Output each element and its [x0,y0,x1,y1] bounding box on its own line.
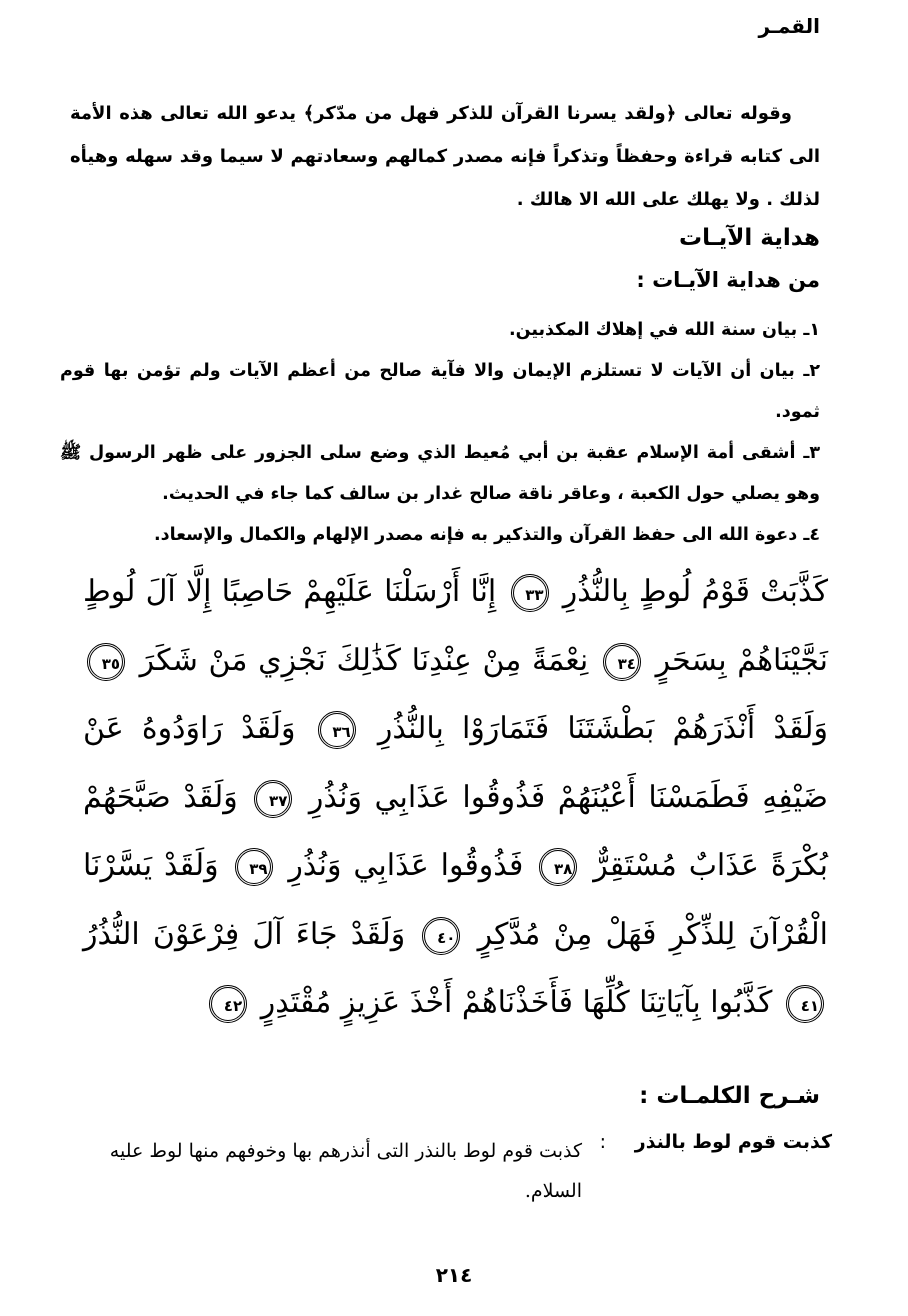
verse-text: كَذَّبُوا بِآيَاتِنَا كُلِّهَا فَأَخَذْنَاهُمْ أَخْذَ عَزِيزٍ مُقْتَدِرٍ [260,985,773,1020]
verse-text: وَلَقَدْ أَنْذَرَهُمْ بَطْشَتَنَا فَتَمَارَوْا بِالنُّذُرِ [377,711,828,746]
guidance-item: ١ـ بيان سنة الله في إهلاك المكذبين. [508,320,820,340]
ayah-number-marker: ٣٨ [539,848,577,886]
guidance-item: ٣ـ أشقى أمة الإسلام عقبة بن أبي مُعيط الذي وضع سلى الجزور على ظهر الرسول ﷺ وهو يصلي حول الكعبة ، وعاقر ناقة صالح غدار بن سالف كما جاء في الحديث. [60,443,820,504]
verse-text: فَذُوقُوا عَذَابِي وَنُذُرِ [288,848,524,883]
commentary-paragraph: وقوله تعالى ﴿ولقد يسرنا القرآن للذكر فهل من مدّكر﴾ يدعو الله تعالى هذه الأمة الى كتابه قراءة وحفظاً وتذكراً فإنه مصدر كمالهم وسعادتهم لا سيما وقد سهله وهيأه لذلك . ولا يهلك على الله الا هالك . [70,103,820,210]
ayah-number-marker: ٣٧ [254,780,292,818]
page-number: ٢١٤ [435,1263,473,1287]
glossary-definition: كذبت قوم لوط بالنذر التى أنذرهم بها وخوفهم منها لوط عليه السلام. [109,1140,582,1202]
verse-text: وَلَقَدْ رَاوَدُوهُ عَنْ ضَيْفِهِ فَطَمَسْنَا أَعْيُنَهُمْ فَذُوقُوا عَذَابِي وَنُذُرِ [83,711,828,815]
guidance-item: ٢ـ بيان أن الآيات لا تستلزم الإيمان والا فآية صالح من أعظم الآيات ولم تؤمن بها قوم ثمود. [60,361,820,422]
verse-text: وَلَقَدْ يَسَّرْنَا الْقُرْآنَ لِلذِّكْرِ فَهَلْ مِنْ مُدَّكِرٍ [83,848,828,952]
verse-text: نِعْمَةً مِنْ عِنْدِنَا كَذَٰلِكَ نَجْزِي مَنْ شَكَرَ [139,642,589,678]
glossary-term: كذبت قوم لوط بالنذر [634,1131,832,1153]
ayah-number-marker: ٤٢ [209,985,247,1023]
glossary-separator: : [599,1131,606,1153]
ayah-number-marker: ٣٩ [235,848,273,886]
guidance-list [60,310,820,556]
ayah-number-marker: ٤٠ [422,917,460,955]
guidance-item: ٤ـ دعوة الله الى حفظ القرآن والتذكير به فإنه مصدر الإلهام والكمال والإسعاد. [154,525,820,545]
ayah-number-marker: ٣٥ [87,643,125,681]
ayah-number-marker: ٣٦ [318,711,356,749]
ayah-number-marker: ٣٣ [511,574,549,612]
section-heading: هداية الآيـات [679,225,820,251]
verse-text: وَلَقَدْ جَاءَ آلَ فِرْعَوْنَ النُّذُرُ [83,916,406,952]
verse-text: كَذَّبَتْ قَوْمُ لُوطٍ بِالنُّذُرِ [562,574,828,609]
running-header: القمـر [758,14,820,38]
quran-verses [83,558,828,1038]
section-subheading: من هداية الآيـات : [636,268,820,292]
verse-text: إِنَّا أَرْسَلْنَا عَلَيْهِمْ حَاصِبًا إِلَّا آلَ لُوطٍ نَجَّيْنَاهُمْ بِسَحَرٍ [83,574,828,678]
glossary-heading: شـرح الكلمـات : [639,1083,820,1109]
verse-text: وَلَقَدْ صَبَّحَهُمْ بُكْرَةً عَذَابٌ مُسْتَقِرٌّ [83,779,829,883]
ayah-number-marker: ٣٤ [603,643,641,681]
ayah-number-marker: ٤١ [786,985,824,1023]
